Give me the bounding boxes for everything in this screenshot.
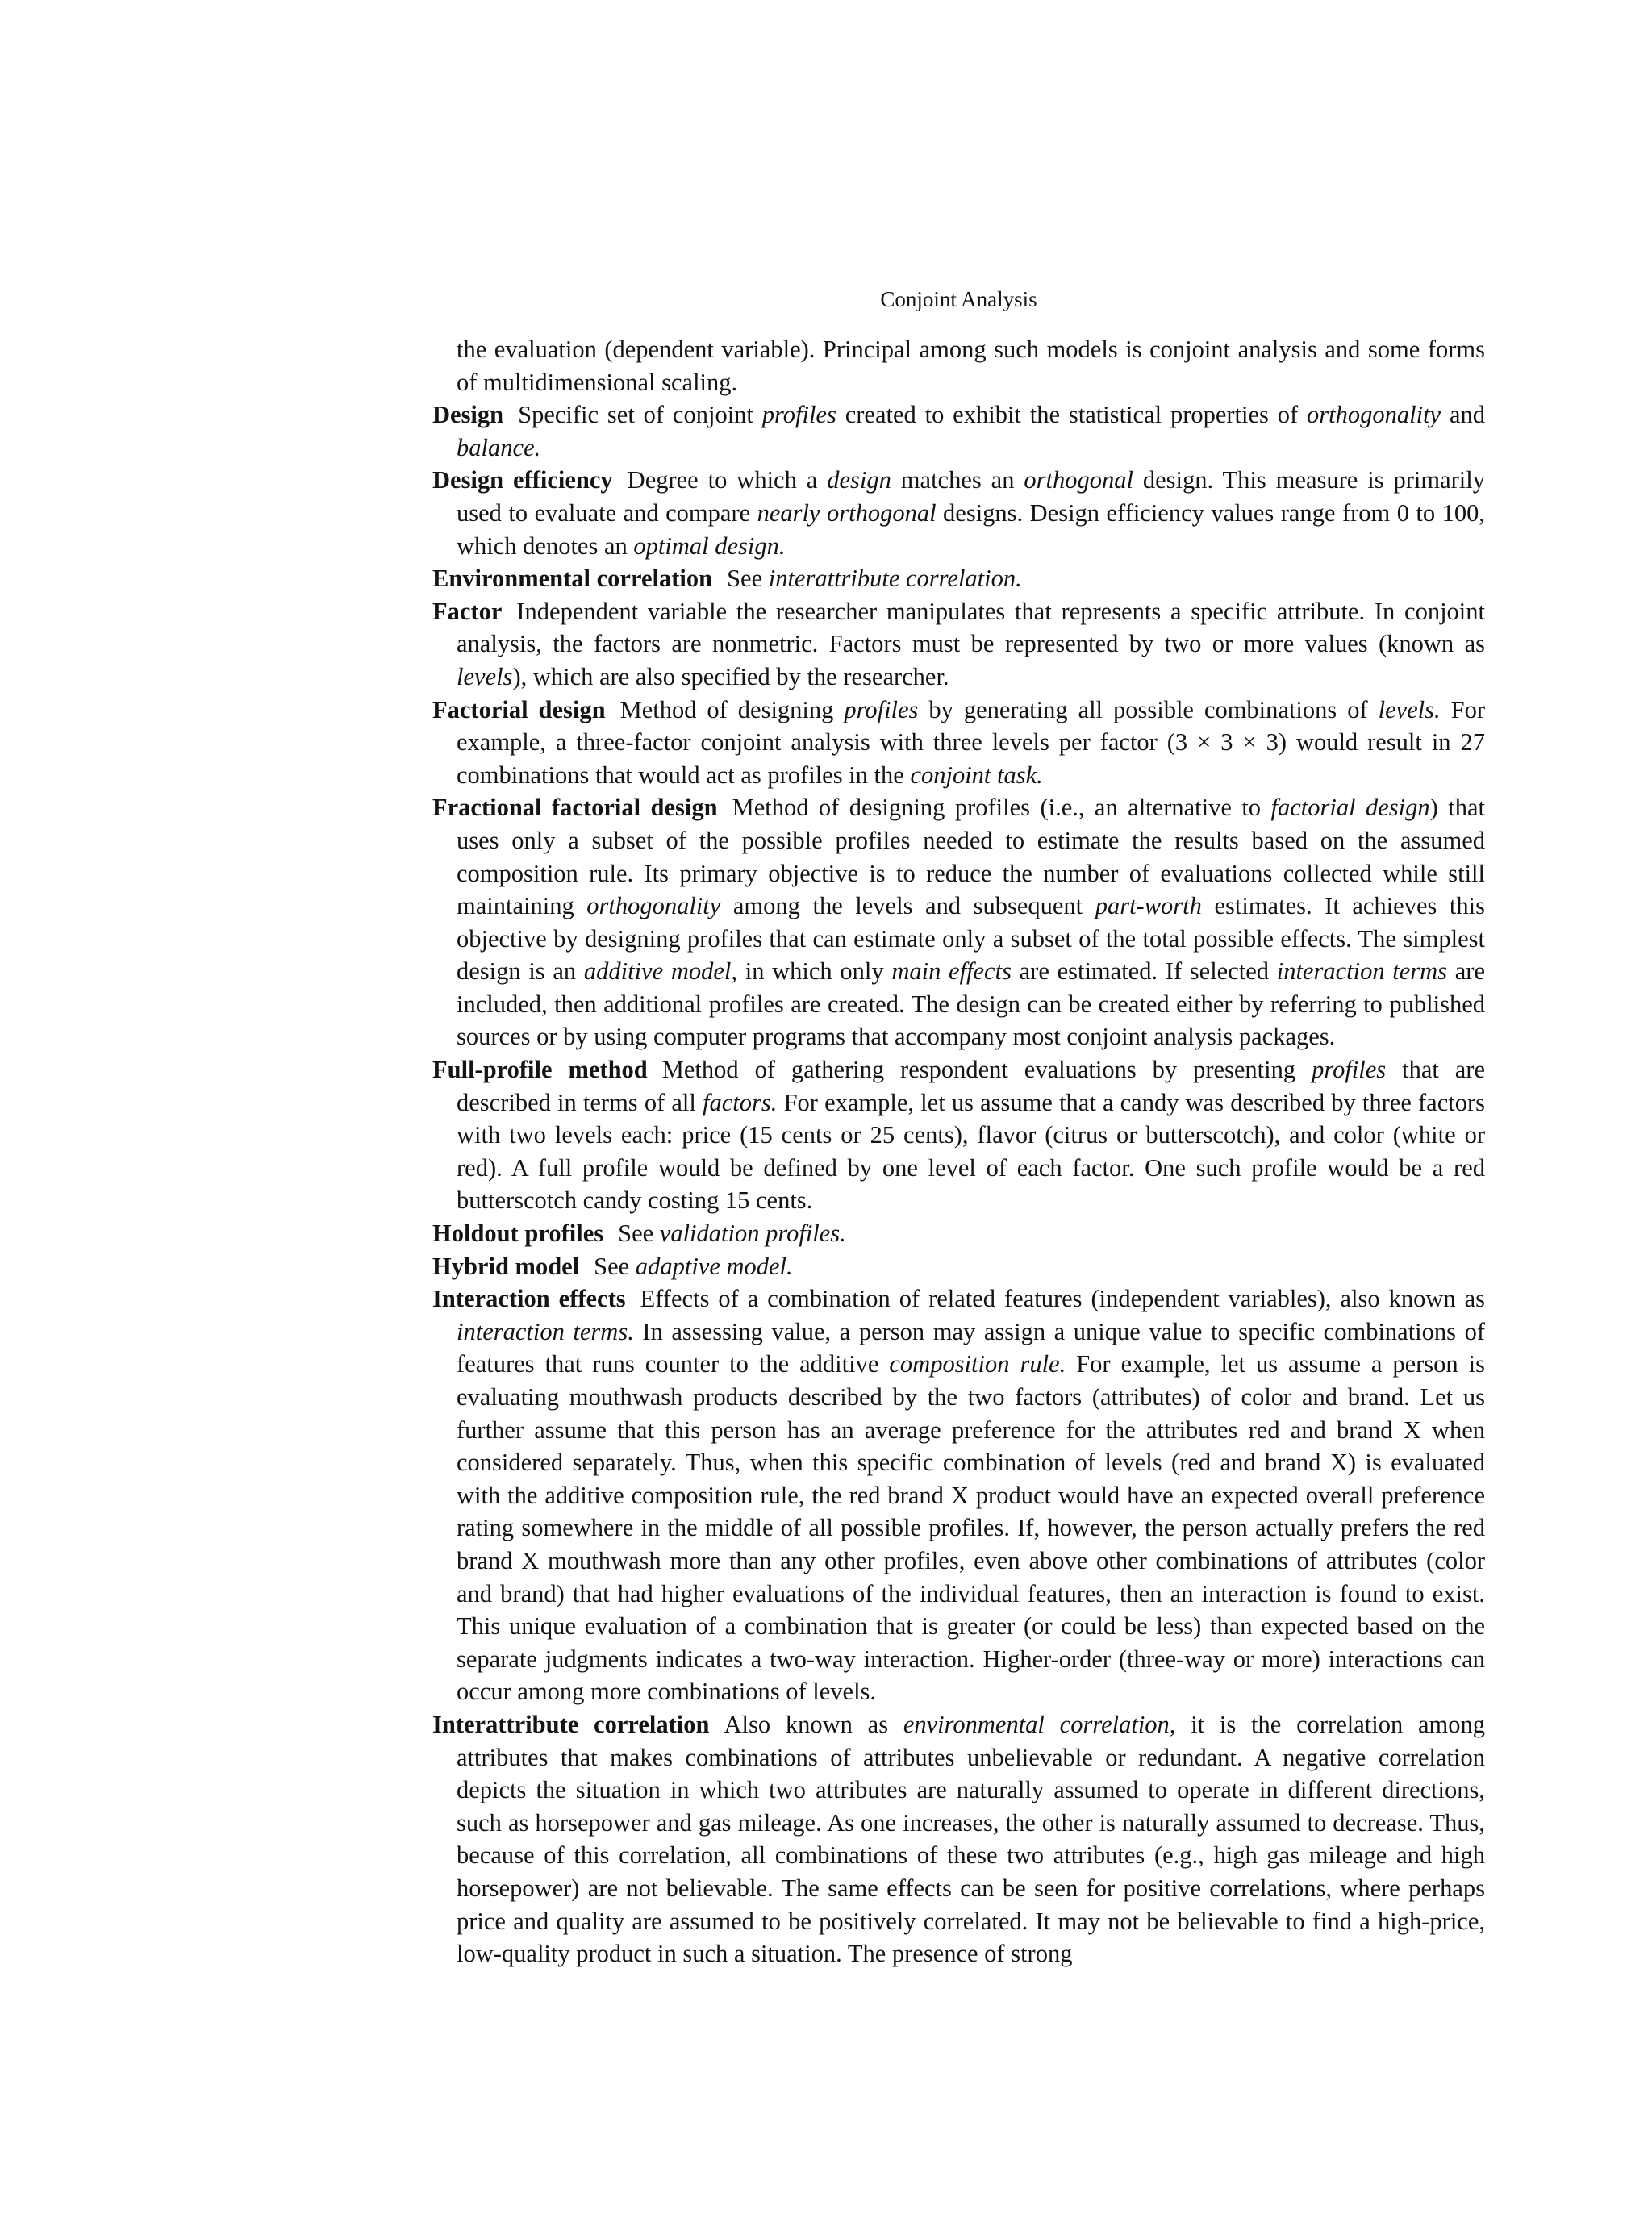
definition-text: and [1441,401,1485,429]
cross-reference-term: factors. [703,1088,778,1116]
entry-term: Factor [432,597,503,625]
entry-term: Hybrid model [432,1252,580,1280]
cross-reference-term: orthogonality [1307,401,1441,429]
glossary-entry [432,562,1485,595]
entry-term: Full-profile method [432,1056,648,1084]
glossary-entry [432,1250,1485,1283]
cross-reference-term: orthogonality [586,892,721,920]
entry-term: Design [432,401,504,429]
cross-reference-term: conjoint task. [910,761,1043,789]
definition-text: in which only [737,957,892,986]
definition-text: design. This measure is primarily used to evaluate and compare [457,466,1485,527]
glossary-entry [432,464,1485,562]
definition-text: For example, a three-factor conjoint analysis with three levels per factor (3 × 3 × 3) would result in 27 combinations that would act as profiles in the [457,695,1485,789]
definition-text: See [594,1252,636,1280]
definition-text: are estimated. If selected [1011,957,1277,986]
definition-text: See [727,565,769,593]
cross-reference-term: interattribute correlation. [768,565,1022,593]
cross-reference-term: interaction terms. [457,1317,634,1345]
cross-reference-term: part-worth [1095,892,1202,920]
definition-text: For example, let us assume a person is evaluating mouthwash products described by the two factors (attributes) of color and brand. Let us further assume that this person has an average preference for the attributes red and brand X when considered separately. Thus, when this specific combination of levels (red and brand X) is evaluated with the additive composition rule, the red brand X product would have an expected overall preference rating somewhere in the middle of all possible profiles. If, however, the person actually prefers the red brand X mouthwash more than any other profiles, even above other combinations of attributes (color and brand) that had higher evaluations of the individual features, then an interaction is found to exist. This unique evaluation of a combination that is greater (or could be less) than expected based on the separate judgments indicates a two-way interaction. Higher-order (three-way or more) interactions can occur among more combinations of levels. [457,1350,1486,1706]
cross-reference-term: profiles [1312,1056,1387,1084]
cross-reference-term: validation profiles. [659,1220,846,1248]
cross-reference-term: levels. [1378,695,1441,723]
cross-reference-term: environmental correlation, [903,1710,1176,1738]
cross-reference-term: optimal design. [633,532,786,560]
cross-reference-term: balance. [457,433,541,461]
definition-text: Method of designing profiles (i.e., an alternative to [732,794,1271,822]
definition-text: designs. Design efficiency values range from 0 to 100, which denotes an [457,498,1485,560]
entry-term: Fractional factorial design [432,794,718,822]
definition-text: In assessing value, a person may assign a unique value to specific combinations of features that runs counter to the additive [457,1317,1485,1378]
glossary-entry [432,1282,1485,1708]
entry-term: Environmental correlation [432,565,713,593]
definition-text: Degree to which a [627,466,828,494]
definition-text: matches an [891,466,1024,494]
definition-text: Method of gathering respondent evaluations by presenting [661,1056,1312,1084]
definition-text: For example, let us assume that a candy was described by three factors with two levels each: price (15 cents or 25 cents), flavor (citrus or butterscotch), and color (white or red). A full profile would be defined by one level of each factor. One such profile would be a red butterscotch candy costing 15 cents. [457,1088,1485,1215]
cross-reference-term: design [827,466,891,494]
definition-text: Effects of a combination of related features (independent variables), also known as [640,1285,1486,1313]
entry-term: Factorial design [432,695,606,723]
cross-reference-term: main effects [891,957,1012,986]
glossary-body [432,333,1485,1970]
cross-reference-term: additive model, [583,957,738,986]
definition-text: by generating all possible combinations of [918,695,1379,723]
glossary-entry [432,1708,1485,1970]
glossary-entry [432,595,1485,694]
entry-term: Holdout profiles [432,1220,604,1248]
definition-text: Method of designing [620,695,845,723]
glossary-entry [432,1053,1485,1217]
definition-text: Independent variable the researcher manipulates that represents a specific attribute. In conjoint analysis, the factors are nonmetric. Factors must be represented by two or more values (known as [457,597,1485,658]
definition-text: Specific set of conjoint [518,401,762,429]
cross-reference-term: profiles [844,695,919,723]
definition-text: ), which are also specified by the researcher. [512,662,949,690]
definition-text: See [618,1220,660,1248]
glossary-entry [432,791,1485,1053]
entry-term: Interattribute correlation [432,1710,710,1738]
cross-reference-term: interaction terms [1276,957,1448,986]
definition-text: among the levels and subsequent [720,892,1095,920]
entry-term: Design efficiency [432,466,613,494]
cross-reference-term: composition rule. [889,1350,1066,1378]
definition-text: ) that uses only a subset of the possible profiles needed to estimate the results based on the assumed composition rule. Its primary objective is to reduce the number of evaluations collected while still maintaining [457,794,1485,920]
entry-term: Interaction effects [432,1285,626,1313]
definition-text: created to exhibit the statistical properties of [836,401,1308,429]
running-head: Conjoint Analysis [880,287,1037,311]
definition-text: it is the correlation among attributes that makes combinations of attributes unbelievable or redundant. A negative correlation depicts the situation in which two attributes are naturally assumed to operate in different directions, such as horsepower and gas mileage. As one increases, the other is naturally assumed to decrease. Thus, because of this correlation, all combinations of these two attributes (e.g., high gas mileage and high horsepower) are not believable. The same effects can be seen for positive correlations, where perhaps price and quality are assumed to be positively correlated. It may not be believable to find a high-price, low-quality product in such a situation. The presence of strong [457,1710,1485,1968]
cross-reference-term: profiles [761,401,836,429]
definition-text: Also known as [724,1710,903,1738]
cross-reference-term: factorial design [1270,794,1430,822]
cross-reference-term: levels [457,662,513,690]
glossary-entry-continuation [432,333,1485,398]
definition-text: are included, then additional profiles are created. The design can be created either by referring to published sources or by using computer programs that accompany most conjoint analysis packages. [457,957,1485,1051]
definition-text: estimates. It achieves this objective by designing profiles that can estimate only a subset of the total possible effects. The simplest design is an [457,892,1485,986]
definition-text: that are described in terms of all [457,1056,1485,1116]
cross-reference-term: nearly orthogonal [757,498,937,527]
cross-reference-term: orthogonal [1024,466,1133,494]
cross-reference-term: adaptive model. [635,1252,793,1280]
definition-text: the evaluation (dependent variable). Principal among such models is conjoint analysis and some forms of multidimensional scaling. [457,336,1485,396]
glossary-entry [432,398,1485,464]
glossary-entry [432,1217,1485,1250]
glossary-entry [432,694,1485,792]
